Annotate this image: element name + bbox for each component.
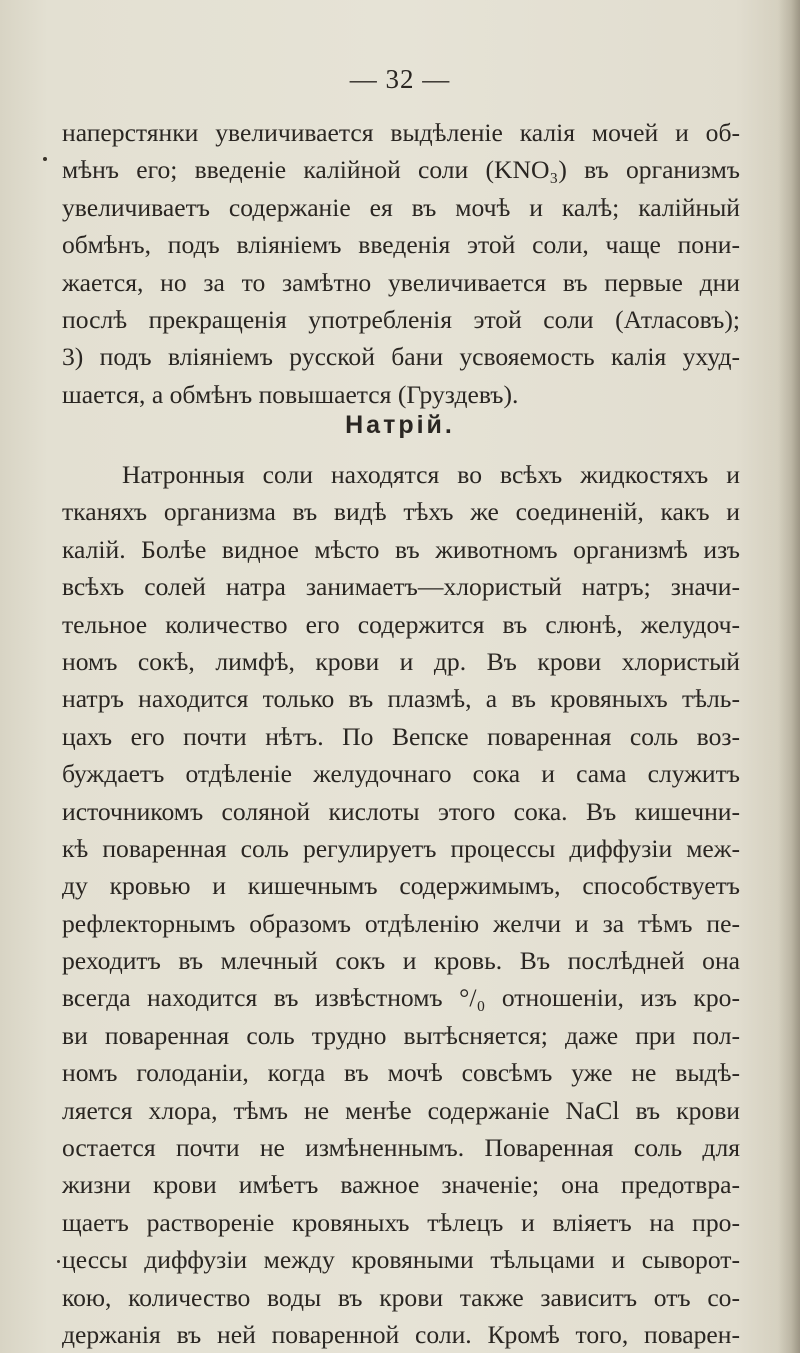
- text-line: остается почти не измѣненнымъ. Поваренная соль для: [62, 1133, 740, 1163]
- text-line: обмѣнъ, подъ вліяніемъ введенія этой соли, чаще пони-: [62, 230, 740, 260]
- page-number: — 32 —: [349, 64, 451, 94]
- paragraph-potassium-continued: [62, 114, 740, 413]
- text-line: всегда находится въ извѣстномъ °/₀ отношеніи, изъ кро-: [62, 983, 740, 1013]
- text-line: шается, а обмѣнъ повышается (Груздевъ).: [62, 379, 519, 409]
- text-line: ляется хлора, тѣмъ не менѣе содержаніе NaCl въ крови: [62, 1095, 740, 1125]
- text-line: ду кровью и кишечнымъ содержимымъ, способствуетъ: [62, 871, 740, 901]
- paragraph-sodium: [62, 456, 740, 1353]
- text-line: ви поваренная соль трудно вытѣсняется; даже при пол-: [62, 1020, 740, 1050]
- text-line: наперстянки увеличивается выдѣленіе калія мочей и об-: [62, 118, 740, 147]
- text-line: мѣнъ его; введеніе калійной соли (KNO₃) въ организмъ: [62, 155, 740, 185]
- text-line: 3) подъ вліяніемъ русской бани усвояемость калія ухуд-: [62, 342, 740, 372]
- text-line: калій. Болѣе видное мѣсто въ животномъ организмѣ изъ: [62, 534, 740, 564]
- page-edge-shadow: [778, 0, 800, 1353]
- text-line: натръ находится только въ плазмѣ, а въ кровяныхъ тѣль-: [62, 684, 740, 714]
- text-line: жается, но за то замѣтно увеличивается въ первые дни: [62, 267, 740, 297]
- text-line: буждаетъ отдѣленіе желудочнаго сока и сама служитъ: [62, 759, 740, 789]
- text-line: номъ сокѣ, лимфѣ, крови и др. Въ крови хлористый: [62, 646, 740, 676]
- text-line: жизни крови имѣетъ важное значеніе; она предотвра-: [62, 1170, 740, 1200]
- text-line: послѣ прекращенія употребленія этой соли (Атласовъ);: [62, 304, 740, 334]
- text-line: кѣ поваренная соль регулируетъ процессы диффузіи меж-: [62, 833, 740, 863]
- text-line: номъ голоданіи, когда въ мочѣ совсѣмъ уже не выдѣ-: [62, 1058, 740, 1088]
- text-line: цессы диффузіи между кровяными тѣльцами и сыворот-: [62, 1245, 740, 1275]
- text-line: реходитъ въ млечный сокъ и кровь. Въ послѣдней она: [62, 946, 740, 976]
- text-line: кою, количество воды въ крови также зависитъ отъ со-: [62, 1282, 740, 1312]
- ink-speck: [43, 157, 47, 161]
- text-line: держанія въ ней поваренной соли. Кромѣ того, поварен-: [62, 1319, 740, 1349]
- text-line: тельное количество его содержится въ слюнѣ, желудоч-: [62, 609, 740, 639]
- text-line: Натронныя соли находятся во всѣхъ жидкостяхъ и: [122, 460, 740, 489]
- text-line: рефлекторнымъ образомъ отдѣленію желчи и за тѣмъ пе-: [62, 908, 740, 938]
- text-line: цахъ его почти нѣтъ. По Вепске поваренная соль воз-: [62, 721, 740, 751]
- section-heading: Натрій.: [345, 411, 455, 439]
- text-line: всѣхъ солей натра занимаетъ—хлористый натръ; значи-: [62, 572, 740, 602]
- text-line: источникомъ соляной кислоты этого сока. Въ кишечни-: [62, 796, 740, 826]
- text-line: увеличиваетъ содержаніе ея въ мочѣ и калѣ; калійный: [62, 192, 740, 222]
- text-line: тканяхъ организма въ видѣ тѣхъ же соединеній, какъ и: [62, 497, 740, 527]
- ink-speck: [57, 1260, 60, 1263]
- text-line: щаетъ раствореніе кровяныхъ тѣлецъ и вліяетъ на про-: [62, 1207, 740, 1237]
